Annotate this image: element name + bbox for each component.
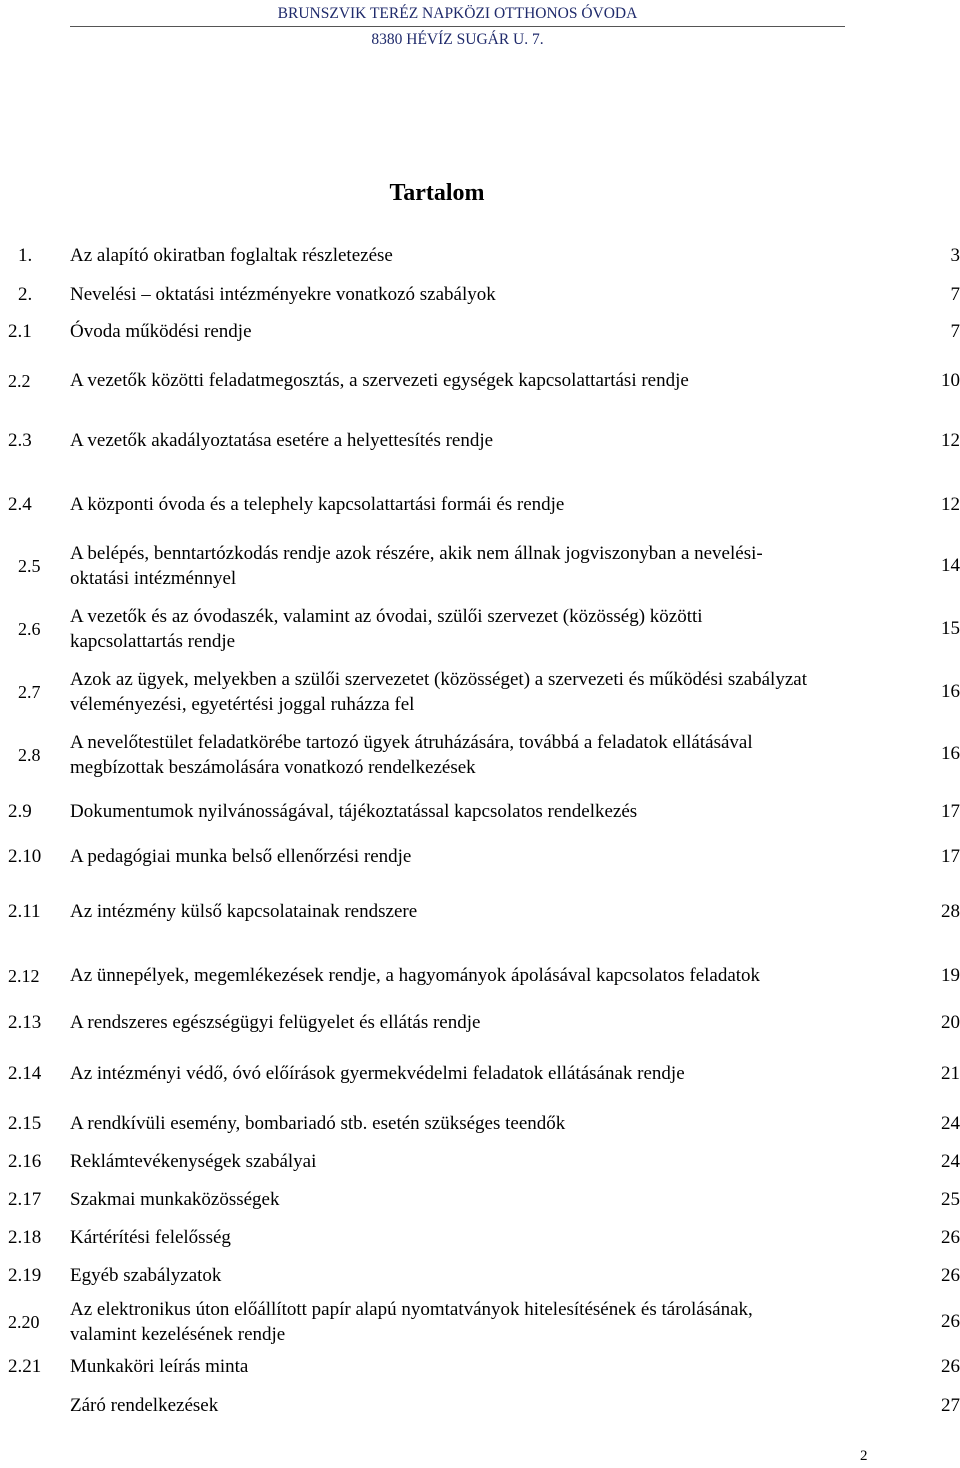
toc-entry-page: 7 bbox=[950, 284, 960, 305]
toc-entry-number: 1. bbox=[18, 245, 33, 266]
toc-entry-number: 2.7 bbox=[18, 681, 41, 702]
toc-entry-page: 17 bbox=[941, 846, 960, 867]
toc-entry-number: 2.13 bbox=[8, 1012, 42, 1033]
toc-entry-page: 15 bbox=[941, 618, 960, 639]
toc-entry-page: 24 bbox=[941, 1151, 960, 1172]
toc-entry-title: A központi óvoda és a telephely kapcsolattartási formái és rendje bbox=[70, 494, 565, 516]
toc-entry-number: 2.11 bbox=[8, 901, 41, 922]
toc-entry-number: 2.4 bbox=[8, 494, 32, 515]
toc-entry-number: 2.20 bbox=[8, 1311, 40, 1332]
toc-title: Tartalom bbox=[389, 180, 485, 206]
toc-entry-title: Óvoda működési rendje bbox=[70, 321, 252, 343]
toc-entry-title: Az elektronikus úton előállított papír alapú nyomtatványok hitelesítésének és tárolásának, valamint kezelésének rendje bbox=[70, 1298, 753, 1345]
toc-entry-page: 25 bbox=[941, 1189, 960, 1210]
toc-entry-number: 2.6 bbox=[18, 618, 41, 639]
toc-entry-number: 2.18 bbox=[8, 1227, 42, 1248]
toc-entry-title: Munkaköri leírás minta bbox=[70, 1356, 249, 1378]
toc-entry-page: 26 bbox=[941, 1356, 960, 1377]
toc-entry-page: 19 bbox=[941, 965, 960, 986]
toc-entry-number: 2.17 bbox=[8, 1189, 42, 1210]
toc-entry-page: 24 bbox=[941, 1113, 960, 1134]
toc-entry-title: Egyéb szabályzatok bbox=[70, 1265, 222, 1287]
toc-entry-number: 2.21 bbox=[8, 1356, 42, 1377]
toc-entry-title: Az intézményi védő, óvó előírások gyermekvédelmi feladatok ellátásának rendje bbox=[70, 1063, 685, 1085]
toc-entry-title: A rendszeres egészségügyi felügyelet és ellátás rendje bbox=[70, 1012, 481, 1034]
toc-entry-page: 16 bbox=[941, 743, 960, 764]
toc-entry-title: Az ünnepélyek, megemlékezések rendje, a hagyományok ápolásával kapcsolatos feladatok bbox=[70, 965, 761, 987]
toc-entry-page: 12 bbox=[941, 430, 960, 451]
toc-entry-title: Dokumentumok nyilvánosságával, tájékoztatással kapcsolatos rendelkezés bbox=[70, 801, 638, 823]
toc-entry-number: 2.2 bbox=[8, 370, 31, 391]
toc-entry-page: 26 bbox=[941, 1227, 960, 1248]
header-institution-name: BRUNSZVIK TERÉZ NAPKÖZI OTTHONOS ÓVODA bbox=[277, 5, 638, 22]
toc-entry-number: 2.14 bbox=[8, 1063, 42, 1084]
toc-entry-number: 2.12 bbox=[8, 965, 40, 986]
toc-entry-page: 21 bbox=[941, 1063, 960, 1084]
toc-entry-page: 26 bbox=[941, 1265, 960, 1286]
toc-entry-page: 12 bbox=[941, 494, 960, 515]
toc-entry-number: 2.1 bbox=[8, 321, 32, 342]
toc-entry-page: 10 bbox=[941, 370, 960, 391]
toc-entry-number: 2.5 bbox=[18, 555, 41, 576]
toc-entry-title: Reklámtevékenységek szabályai bbox=[70, 1151, 317, 1173]
toc-entry-page: 27 bbox=[941, 1395, 960, 1416]
toc-entry-title: Szakmai munkaközösségek bbox=[70, 1189, 280, 1211]
toc-entry-title: A pedagógiai munka belső ellenőrzési rendje bbox=[70, 846, 412, 868]
toc-entry-number: 2.3 bbox=[8, 430, 32, 451]
page-number: 2 bbox=[860, 1448, 868, 1464]
toc-entry-number: 2.10 bbox=[8, 846, 42, 867]
toc-entry-number: 2.15 bbox=[8, 1113, 42, 1134]
toc-entry-title: Azok az ügyek, melyekben a szülői szervezetet (közösséget) a szervezeti és működési szabályzat véleményezési, egyetértési joggal ruházza fel bbox=[70, 668, 807, 715]
toc-entry-title: Az alapító okiratban foglaltak részletezése bbox=[70, 245, 393, 267]
toc-entry-page: 26 bbox=[941, 1311, 960, 1332]
toc-entry-title: Nevelési – oktatási intézményekre vonatkozó szabályok bbox=[70, 284, 496, 306]
toc-entry-title: A vezetők akadályoztatása esetére a helyettesítés rendje bbox=[70, 430, 494, 452]
toc-entry-title: Záró rendelkezések bbox=[70, 1395, 219, 1417]
toc-entry-page: 28 bbox=[941, 901, 960, 922]
toc-entry-title: Az intézmény külső kapcsolatainak rendszere bbox=[70, 901, 418, 923]
toc-entry-page: 7 bbox=[950, 321, 960, 342]
toc-entry-page: 14 bbox=[941, 555, 960, 576]
toc-entry-title: A rendkívüli esemény, bombariadó stb. esetén szükséges teendők bbox=[70, 1113, 566, 1135]
toc-entry-number: 2.16 bbox=[8, 1151, 42, 1172]
toc-entry-number: 2.8 bbox=[18, 744, 41, 765]
toc-entry-title: A nevelőtestület feladatkörébe tartozó ügyek átruházására, továbbá a feladatok ellátásával megbízottak beszámolására vonatkozó rendelkezések bbox=[70, 731, 753, 778]
toc-entry-title: A belépés, benntartózkodás rendje azok részére, akik nem állnak jogviszonyban a nevelési-oktatási intézménnyel bbox=[70, 542, 763, 589]
toc-entry-page: 17 bbox=[941, 801, 960, 822]
toc-entry-number: 2. bbox=[18, 284, 33, 305]
toc-entry-title: A vezetők közötti feladatmegosztás, a szervezeti egységek kapcsolattartási rendje bbox=[70, 370, 689, 392]
toc-entry-page: 16 bbox=[941, 681, 960, 702]
toc-entry-title: Kártérítési felelősség bbox=[70, 1227, 231, 1249]
toc-entry-title: A vezetők és az óvodaszék, valamint az óvodai, szülői szervezet (közösség) közötti kapcsolattartás rendje bbox=[70, 605, 703, 652]
toc-entry-number: 2.19 bbox=[8, 1265, 42, 1286]
toc-entry-page: 20 bbox=[941, 1012, 960, 1033]
toc-entry-number: 2.9 bbox=[8, 801, 32, 822]
header-address: 8380 HÉVÍZ SUGÁR U. 7. bbox=[371, 31, 544, 48]
toc-entry-page: 3 bbox=[950, 245, 960, 266]
